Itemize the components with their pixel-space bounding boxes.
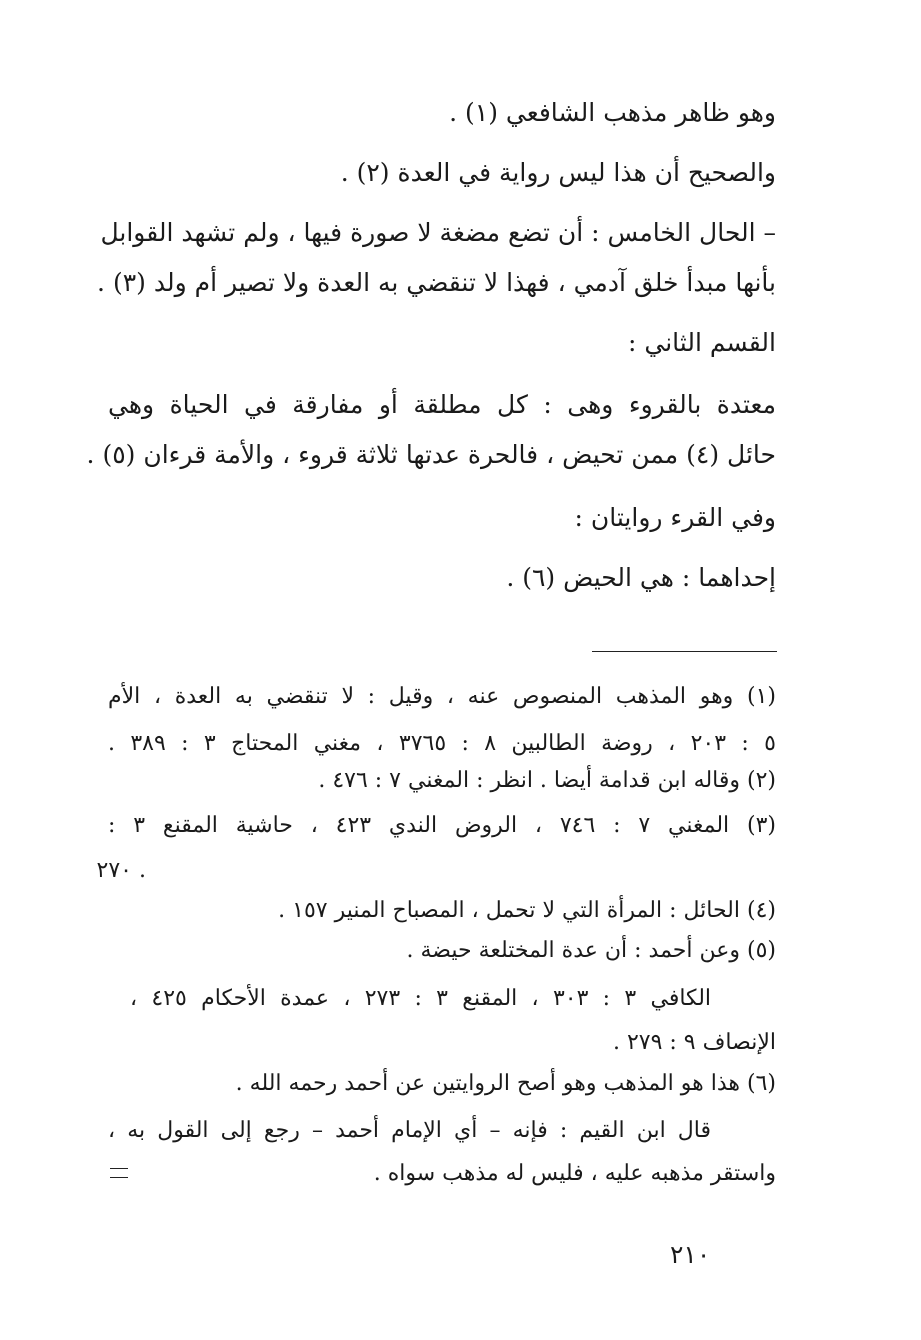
body-line-3: – الحال الخامس : أن تضع مضغة لا صورة فيها ، ولم تشهد القوابل	[100, 218, 776, 247]
footnote-4: (٤) الحائل : المرأة التي لا تحمل ، المصباح المنير ١٥٧ .	[278, 898, 776, 923]
footnote-3-line-1: (٣) المغني ٧ : ٧٤٦ ، الروض الندي ٤٢٣ ، حاشية المقنع ٣ :	[108, 813, 776, 838]
footnote-6: (٦) هذا هو المذهب وهو أصح الروايتين عن أحمد رحمه الله .	[235, 1071, 776, 1096]
footnote-5-sources-line-1: الكافي ٣ : ٣٠٣ ، المقنع ٣ : ٢٧٣ ، عمدة الأحكام ٤٢٥ ،	[130, 986, 712, 1011]
footnote-5: (٥) وعن أحمد : أن عدة المختلعة حيضة .	[406, 938, 776, 963]
body-line-6: معتدة بالقروء وهى : كل مطلقة أو مفارقة في الحياة وهي	[108, 390, 776, 419]
page-number: ٢١٠	[670, 1240, 711, 1269]
footnote-2: (٢) وقاله ابن قدامة أيضا . انظر : المغني ٧ : ٤٧٦ .	[318, 768, 776, 793]
footnote-6-line-3: واستقر مذهبه عليه ، فليس له مذهب سواه .	[373, 1161, 776, 1186]
footnote-separator	[592, 651, 777, 652]
footnote-3-line-2: ٢٧٠ .	[96, 858, 146, 883]
footnote-1-line-2: ٥ : ٢٠٣ ، روضة الطالبين ٨ : ٣٧٦٥ ، مغني المحتاج ٣ : ٣٨٩ .	[108, 731, 776, 756]
body-line-1: وهو ظاهر مذهب الشافعي (١) .	[449, 98, 776, 127]
footnote-6-line-2: قال ابن القيم : فإنه – أي الإمام أحمد – رجع إلى القول به ،	[108, 1118, 711, 1143]
body-line-7: حائل (٤) ممن تحيض ، فالحرة عدتها ثلاثة قروء ، والأمة قرءان (٥) .	[86, 440, 776, 469]
body-line-4: بأنها مبدأ خلق آدمي ، فهذا لا تنقضي به العدة ولا تصير أم ولد (٣) .	[97, 268, 776, 297]
body-line-8: وفي القرء روايتان :	[574, 503, 776, 532]
continuation-mark	[110, 1168, 128, 1178]
section-heading: القسم الثاني :	[628, 328, 776, 357]
footnote-1-line-1: (١) وهو المذهب المنصوص عنه ، وقيل : لا تنقضي به العدة ، الأم	[108, 684, 776, 709]
body-line-9: إحداهما : هي الحيض (٦) .	[506, 563, 776, 592]
footnote-5-sources-line-2: الإنصاف ٩ : ٢٧٩ .	[612, 1030, 776, 1055]
body-line-2: والصحيح أن هذا ليس رواية في العدة (٢) .	[340, 158, 776, 187]
